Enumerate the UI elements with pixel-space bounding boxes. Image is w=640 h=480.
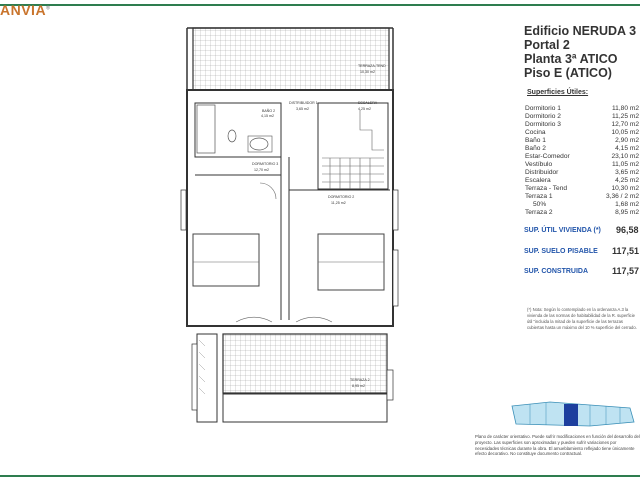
label-bath: BAÑO 2 — [262, 109, 276, 113]
lower-terrace-planter — [223, 394, 387, 422]
surface-value: 3,36 / 2 m2 — [606, 193, 639, 200]
window — [393, 190, 398, 230]
door-swing — [296, 317, 332, 322]
surface-value: 10,30 m2 — [611, 185, 639, 192]
door-swing — [236, 317, 272, 322]
surface-value: 2,90 m2 — [615, 137, 639, 144]
surface-value: 4,15 m2 — [615, 145, 639, 152]
surface-name: Cocina — [525, 129, 546, 136]
logo-text: ANVIA — [0, 2, 47, 18]
surface-name: Escalera — [525, 177, 551, 184]
key-plan-unit-highlight — [564, 404, 578, 426]
surface-name: Dormitorio 3 — [525, 121, 561, 128]
label-stair-area: 4,25 m2 — [358, 107, 371, 111]
surface-name: 50% — [533, 201, 547, 208]
apartment-outline — [187, 90, 393, 326]
surface-name: Dormitorio 2 — [525, 113, 561, 120]
surface-name: Vestíbulo — [525, 161, 553, 168]
surface-name: Distribuidor — [525, 169, 559, 176]
side-planter — [197, 334, 217, 422]
total-pisable-label: SUP. SUELO PISABLE — [524, 248, 598, 255]
total-util-value: 96,58 — [616, 225, 639, 235]
label-bath-area: 4,15 m2 — [261, 114, 274, 118]
upper-terrace — [193, 28, 389, 90]
label-terrace-top-area: 10,30 m2 — [360, 70, 375, 74]
label-stair: ESCALERA — [358, 101, 378, 105]
surface-value: 8,95 m2 — [615, 209, 639, 216]
surfaces-heading: Superficies Útiles: — [527, 89, 589, 96]
location-key-plan — [510, 400, 638, 430]
surface-name: Baño 2 — [525, 145, 546, 152]
surface-name: Terraza 1 — [525, 193, 553, 200]
toilet-icon — [228, 130, 236, 142]
surface-name: Baño 1 — [525, 137, 546, 144]
surface-value: 11,25 m2 — [611, 113, 639, 120]
surface-value: 23,10 m2 — [611, 153, 639, 160]
label-terrace-bottom: TERRAZA 2 — [350, 378, 370, 382]
label-bedroom-right: DORMITORIO 2 — [328, 195, 355, 199]
surface-row — [525, 209, 639, 218]
surface-value: 3,65 m2 — [615, 169, 639, 176]
surface-value: 11,05 m2 — [611, 161, 639, 168]
building-title: Edificio NERUDA 3 — [524, 24, 637, 38]
total-construida-label: SUP. CONSTRUIDA — [524, 268, 589, 275]
sink-icon — [250, 138, 268, 150]
total-util-label: SUP. ÚTIL VIVIENDA (*) — [524, 227, 601, 234]
window — [387, 370, 393, 400]
bathtub-icon — [197, 105, 215, 153]
label-distributor: DISTRIBUIDOR 1 — [289, 101, 318, 105]
label-terrace-bottom-area: 8,95 m2 — [352, 384, 365, 388]
surface-value: 11,80 m2 — [611, 105, 639, 112]
unit-title: Piso E (ATICO) — [524, 66, 612, 80]
surface-name: Terraza 2 — [525, 209, 553, 216]
floor-title: Planta 3ª ATICO — [524, 52, 618, 66]
surface-value: 4,25 m2 — [615, 177, 639, 184]
surface-value: 1,68 m2 — [615, 201, 639, 208]
stair-steps — [322, 110, 384, 189]
surface-name: Terraza - Tend — [525, 185, 568, 192]
label-distributor-area: 3,65 m2 — [296, 107, 309, 111]
window — [192, 344, 197, 410]
portal-title: Portal 2 — [524, 38, 570, 52]
window — [181, 190, 186, 230]
label-terrace-top: TERRAZA-TEND — [358, 64, 386, 68]
door-swing — [260, 183, 276, 199]
surface-name: Estar-Comedor — [525, 153, 570, 160]
surface-name: Dormitorio 1 — [525, 105, 561, 112]
surface-value: 12,70 m2 — [611, 121, 639, 128]
surface-value: 10,05 m2 — [611, 129, 639, 136]
label-bedroom-left: DORMITORIO 3 — [252, 162, 279, 166]
window — [393, 250, 398, 306]
sink-counter — [248, 136, 272, 152]
habitability-note: (*) Nota: Según lo contemplado en la ordenanza A.3 la vivienda de las normas de habitabilidad de la R. superficie útil "incluida la mitad de la superficie de las terrazas cubiertas hasta un máximo del 10 % superficie del cerrado. — [527, 307, 637, 330]
total-pisable-value: 117,51 — [612, 246, 640, 256]
label-bedroom-left-area: 12,70 m2 — [254, 168, 269, 172]
bed-left — [193, 234, 259, 286]
disclaimer-text: Plano de carácter orientativo. Puede sufrir modificaciones en función del desarrollo del proyecto. Las superficies son aproximadas y pueden sufrir variaciones por necesidades técnicas durante la obra. El amueblamiento reflejado tiene únicamente efecto decorativo. No constituye documento contractual. — [475, 434, 640, 457]
label-bedroom-right-area: 11,25 m2 — [331, 201, 346, 205]
total-construida-value: 117,57 — [612, 266, 640, 276]
logo-trademark: ® — [46, 5, 51, 12]
stair-well — [318, 103, 388, 189]
